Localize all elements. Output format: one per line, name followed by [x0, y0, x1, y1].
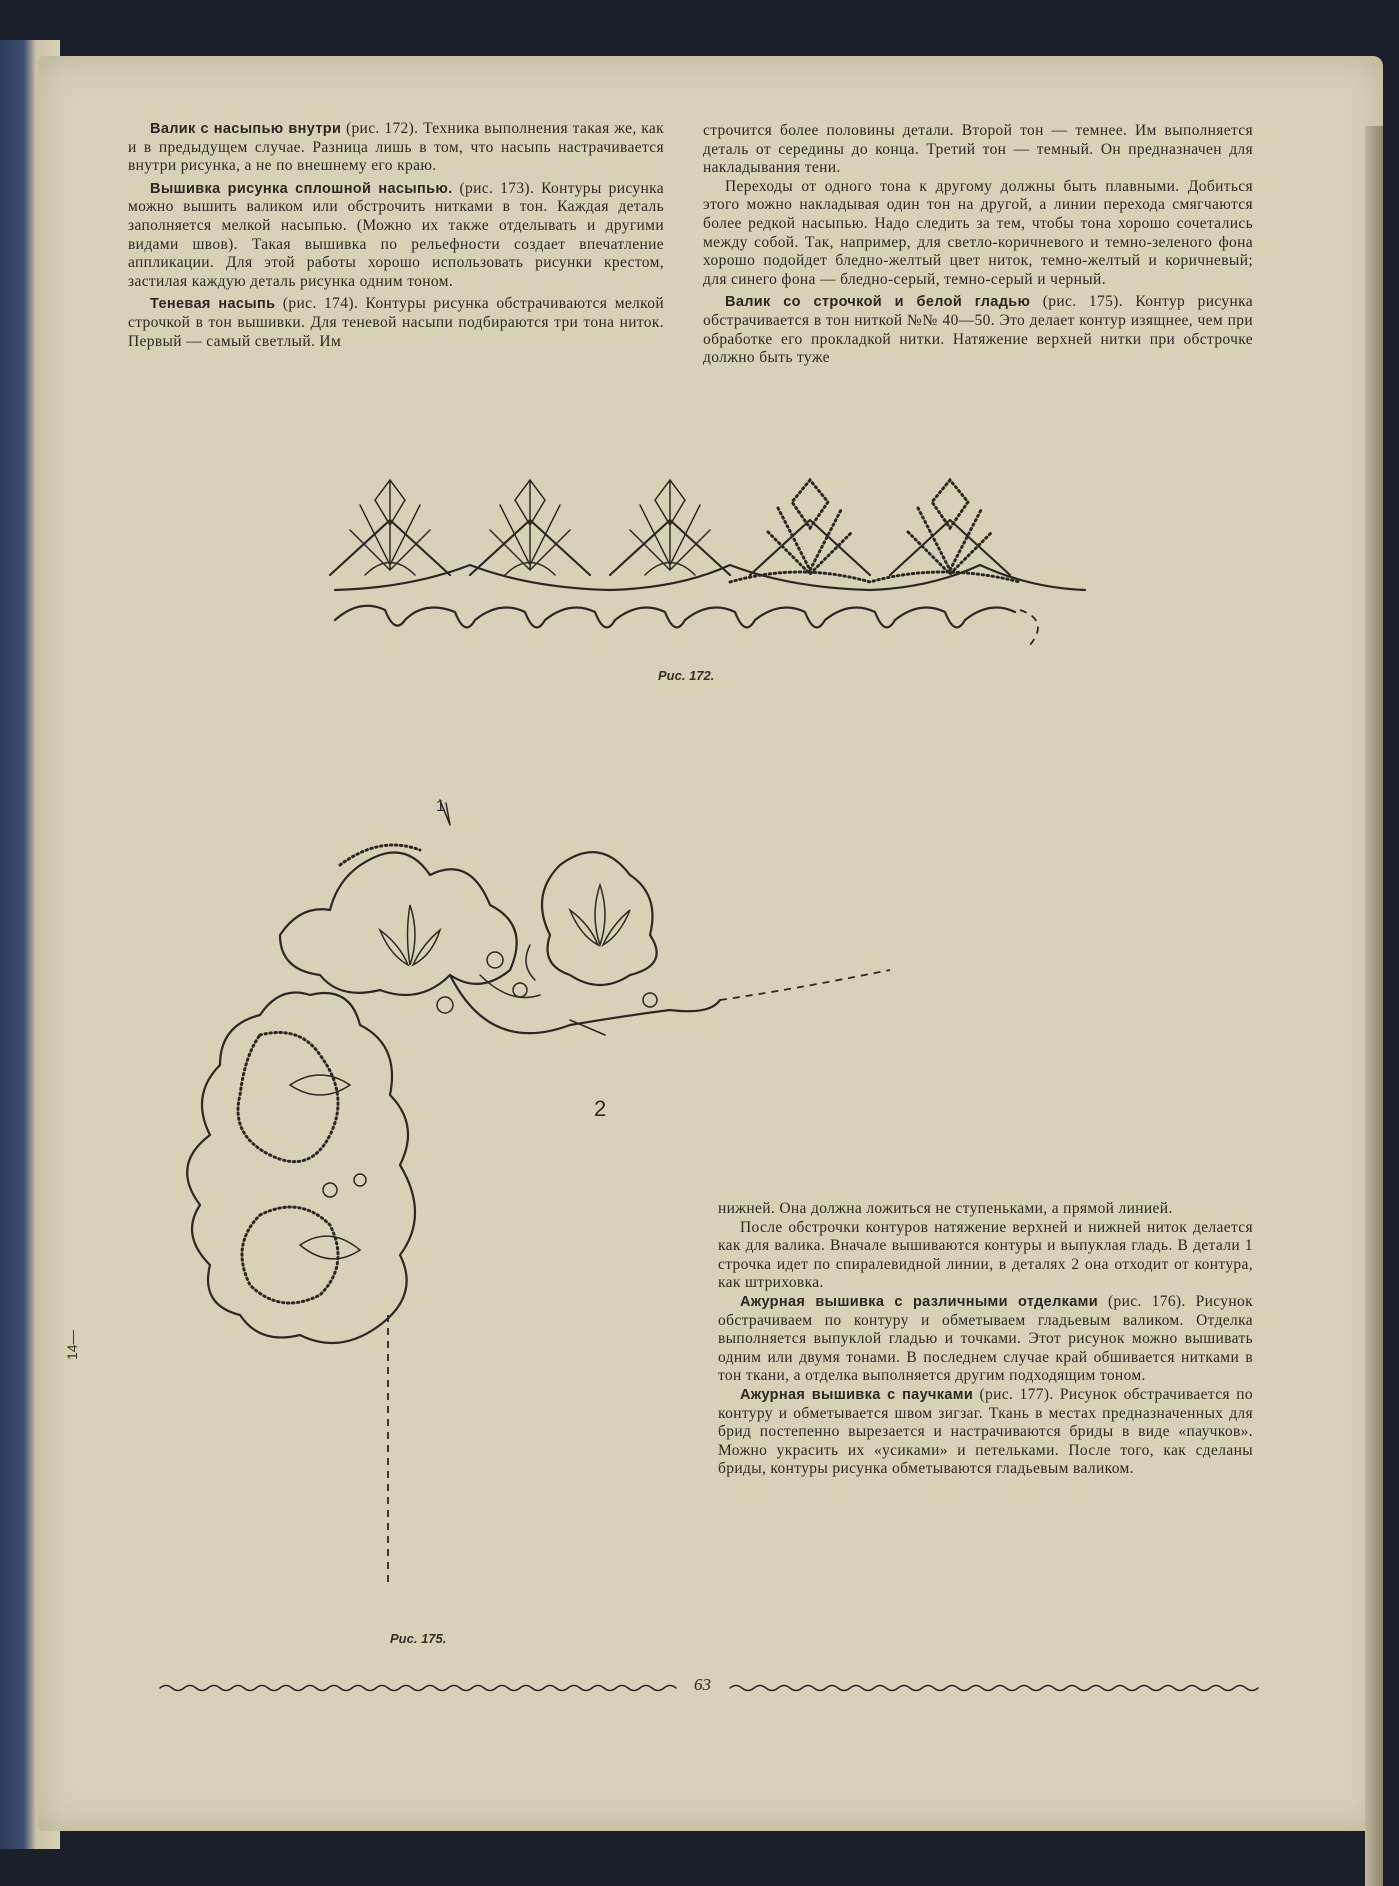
side-mark: 14—	[64, 1330, 80, 1360]
figure-172-caption: Рис. 172.	[658, 668, 715, 683]
paragraph-heading: Ажурная вышивка с различными отделками	[740, 1293, 1098, 1310]
figure-175-caption: Рис. 175.	[390, 1631, 447, 1646]
figure-175-label-1: 1	[436, 798, 445, 815]
paragraph-text: (рис. 173). Контуры рисунка можно вышить валиком или обстрочить нитками в тон. Каждая деталь заполняется мелкой насыпью. (Можно их также отделывать и другими видами швов). Такая вышивка по рельефности создает впечатление аппликации. Для этой работы хорошо использовать рисунки крестом, застилая каждую деталь рисунка одним тоном.	[128, 179, 664, 290]
text-column-lower	[718, 1200, 1253, 1479]
fig175-dashed-hem-horizontal	[720, 970, 890, 1000]
paragraph	[718, 1386, 1253, 1479]
fig172-loops	[335, 606, 1015, 628]
paragraph	[718, 1200, 1253, 1219]
text-column-right	[703, 122, 1253, 368]
fig172-petals	[350, 480, 710, 575]
fig172-continuation	[1020, 610, 1038, 645]
paragraph-text: После обстрочки контуров натяжение верхней и нижней ниток делается как для валика. Вначале вышиваются контуры и выпуклая гладь. В детали 1 строчка идет по спиралевидной линии, в деталях 2 она отходит от контура, как штриховка.	[718, 1218, 1253, 1292]
paragraph	[703, 122, 1253, 178]
paragraph-text: (рис. 176). Рисунок обстрачиваем по контуру и обметываем гладьевым валиком. Отделка выполняется выпуклой гладью и точками. Этот рисунок можно вышивать одним или двумя тонами. В последнем случае край обшивается нитками в тон ткани, а отделка выполняется другим подходящим тоном.	[718, 1292, 1253, 1385]
paragraph	[703, 293, 1253, 367]
paragraph-heading: Валик со строчкой и белой гладью	[725, 294, 1031, 311]
paragraph-text: строчится более половины детали. Второй тон — темнее. Им выполняется деталь от середины до конца. Третий тон — темный. Он предназначен для накладывания тени.	[703, 122, 1253, 177]
paragraph	[128, 180, 664, 292]
paragraph-text: (рис. 172). Техника выполнения такая же, как и в предыдущем случае. Разница лишь в том, что насыпь настрачивается внутри рисунка, а не по внешнему его краю.	[128, 120, 664, 175]
paragraph-text: Переходы от одного тона к другому должны быть плавными. Добиться этого можно накладывая один тон на другой, а линии перехода смягчаются более редкой насыпью. Надо следить за тем, чтобы тона хорошо сочетались между собой. Так, например, для светло-коричневого и темно-зеленого фона хорошо подойдет бледно-желтый цвет ниток, темно-желтый и коричневый; для синего фона — бледно-серый, темно-серый и черный.	[703, 177, 1253, 288]
paragraph-heading: Теневая насыпь	[150, 296, 276, 313]
paragraph	[703, 178, 1253, 290]
paragraph	[128, 120, 664, 176]
paragraph	[718, 1219, 1253, 1293]
footer-wave-right	[730, 1686, 1258, 1691]
figure-172-drawing	[330, 470, 1090, 650]
paragraph	[718, 1293, 1253, 1386]
text-column-left	[128, 120, 664, 351]
paragraph-heading: Ажурная вышивка с паучками	[740, 1386, 974, 1403]
page-number: 63	[694, 1675, 711, 1694]
paragraph-text: (рис. 177). Рисунок обстрачивается по контуру и обметывается швом зигзаг. Ткань в местах предназначенных для брид постепенно вырезается и настрачиваются бриды в виде «паучков». Можно украсить их «усиками» и петельками. После того, как сделаны бриды, контуры рисунка обметываются гладьевым валиком.	[718, 1385, 1253, 1478]
paragraph-text: (рис. 174). Контуры рисунка обстрачиваются мелкой строчкой в тон вышивки. Для теневой насыпи подбираются три тона ниток. Первый — самый светлый. Им	[128, 295, 665, 350]
paragraph-text: нижней. Она должна ложиться не ступеньками, а прямой линией.	[718, 1200, 1173, 1217]
paragraph-heading: Вышивка рисунка сплошной насыпью.	[150, 180, 453, 197]
footer-wave-left	[160, 1686, 676, 1691]
paragraph-text: (рис. 175). Контур рисунка обстрачивается в тон ниткой №№ 40—50. Это делает контур изящнее, чем при обработке его прокладкой нитки. Натяжение верхней нитки при обстрочке должно быть туже	[703, 293, 1253, 367]
paragraph-heading: Валик с насыпью внутри	[150, 121, 342, 137]
fig175-side-motif	[187, 993, 415, 1344]
fig175-side-details	[290, 1075, 366, 1259]
paragraph	[128, 295, 664, 351]
page-edge	[1365, 126, 1383, 1886]
figure-175-label-2: 2	[594, 1096, 607, 1121]
